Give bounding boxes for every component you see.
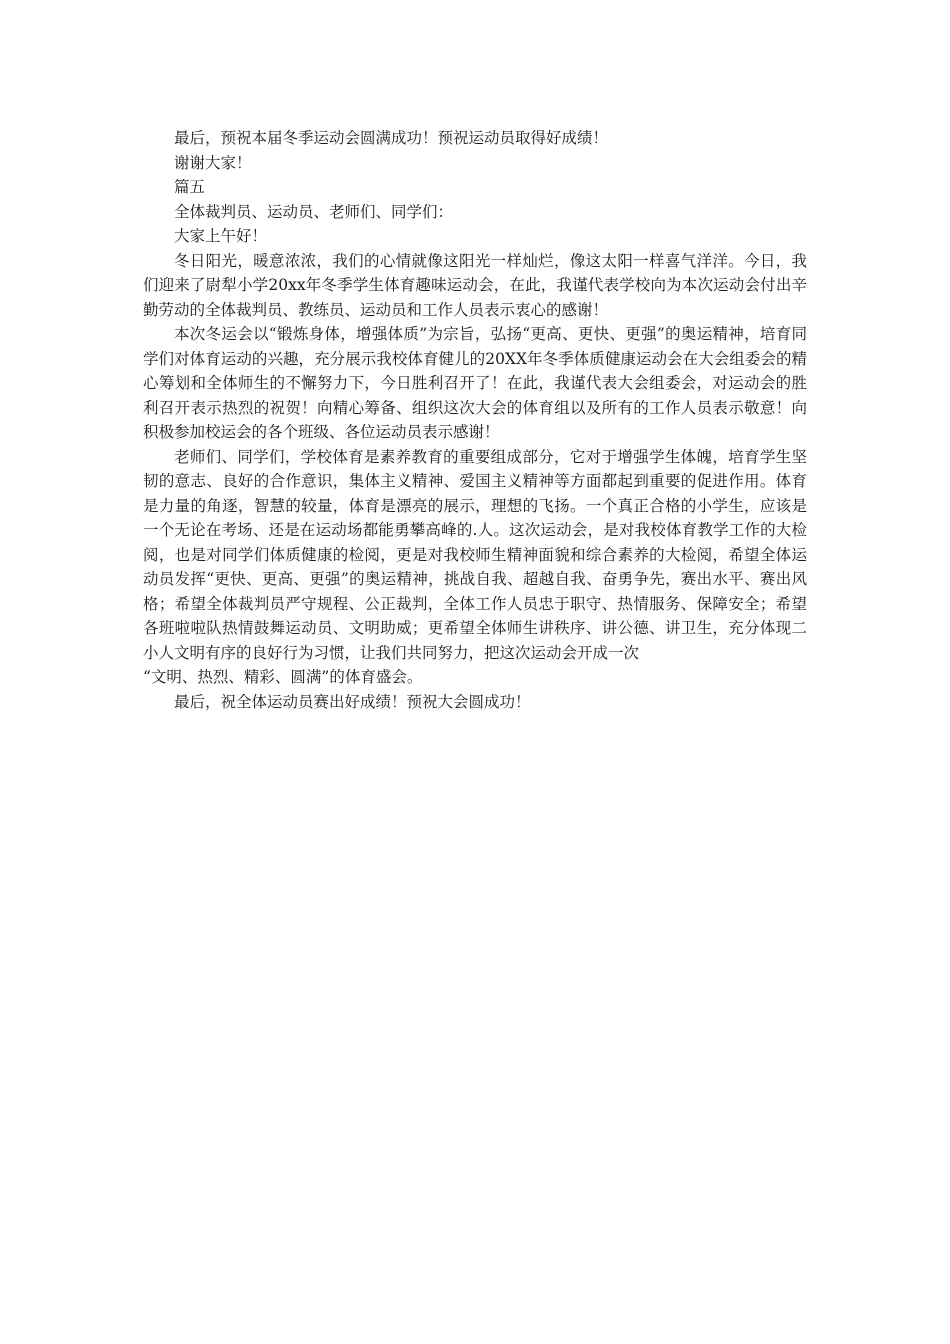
closing-wishes-paragraph: 最后，预祝本届冬季运动会圆满成功！预祝运动员取得好成绩！ [174, 129, 609, 147]
opening-paragraph: 冬日阳光，暖意浓浓，我们的心情就像这阳光一样灿烂，像这太阳一样喜气洋洋。今日，我们迎来了尉犁小学20xx年冬季学生体育趣味运动会，在此，我谨代表学校向为本次运动会付出辛勤劳动的全体裁判员、教练员、运动员和工作人员表示衷心的感谢！ [143, 251, 807, 319]
salutation-paragraph: 全体裁判员、运动员、老师们、同学们： [174, 202, 454, 221]
event-goal-line: “文明、热烈、精彩、圆满”的体育盛会。 [143, 668, 423, 686]
final-wishes-paragraph: 最后，祝全体运动员赛出好成绩！预祝大会圆成功！ [174, 692, 531, 711]
document-body [143, 126, 807, 714]
importance-paragraph: 老师们、同学们，学校体育是素养教育的重要组成部分，它对于增强学生体魄，培育学生坚韧的意志、良好的合作意识，集体主义精神、爱国主义精神等方面都起到重要的促进作用。体育是力量的角逐，智慧的较量，体育是漂亮的展示，理想的飞扬。一个真正合格的小学生，应该是一个无论在考场、还是在运动场都能勇攀高峰的.人。这次运动会，是对我校体育教学工作的大检阅，也是对同学们体质健康的检阅，更是对我校师生精神面貌和综合素养的大检阅，希望全体运动员发挥“更快、更高、更强”的奥运精神，挑战自我、超越自我、奋勇争先，赛出水平、赛出风格；希望全体裁判员严守规程、公正裁判，全体工作人员忠于职守、热情服务、保障安全；希望各班啦啦队热情鼓舞运动员、文明助威；更希望全体师生讲秩序、讲公德、讲卫生，充分体现二小人文明有序的良好行为习惯，让我们共同努力，把这次运动会开成一次 [143, 447, 807, 662]
section-heading: 篇五 [174, 178, 206, 196]
purpose-paragraph: 本次冬运会以“锻炼身体，增强体质”为宗旨，弘扬“更高、更快、更强”的奥运精神，培育同学们对体育运动的兴趣，充分展示我校体育健儿的20XX年冬季体质健康运动会在大会组委会的精心筹划和全体师生的不懈努力下，今日胜利召开了！在此，我谨代表大会组委会，对运动会的胜利召开表示热烈的祝贺！向精心筹备、组织这次大会的体育组以及所有的工作人员表示敬意！向积极参加校运会的各个班级、各位运动员表示感谢！ [143, 325, 807, 441]
thanks-paragraph: 谢谢大家！ [174, 153, 252, 172]
greeting-paragraph: 大家上午好！ [174, 227, 268, 245]
